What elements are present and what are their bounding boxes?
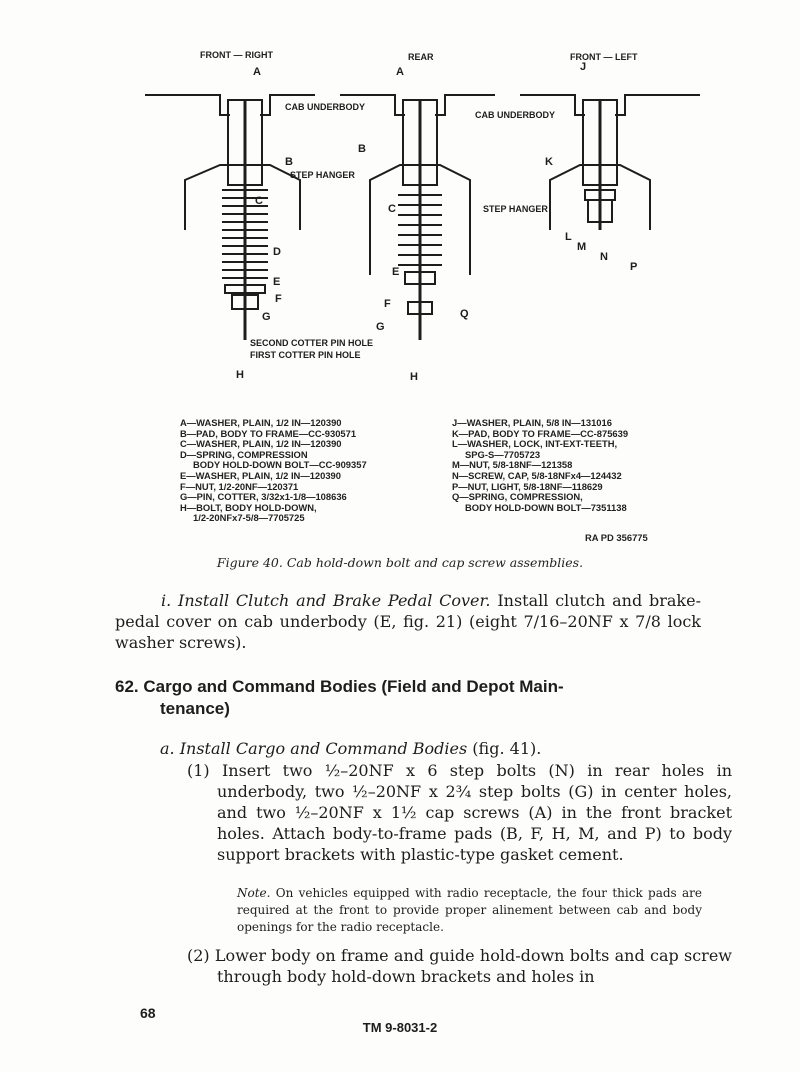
letter-F1: F bbox=[275, 293, 282, 305]
page-number: 68 bbox=[140, 1005, 156, 1021]
legend-item: C—WASHER, PLAIN, 1/2 IN—120390 bbox=[180, 438, 342, 450]
callout-first-cotter: FIRST COTTER PIN HOLE bbox=[250, 350, 361, 360]
letter-E2: E bbox=[392, 266, 400, 278]
legend-item: SPG-S—7705723 bbox=[452, 448, 541, 460]
legend-item: 1/2-20NFx7-5/8—7705725 bbox=[180, 512, 305, 524]
step-1: (1) Insert two ½–20NF x 6 step bolts (N) in rear holes in underbody, two ½–20NF x 2¾ step bolts (G) in center holes, and two ½–20NF x 1½ cap screws (A) in the front bracket holes. Attach body-to-frame pads (B, F, H, M, and P) to body support brackets with plastic-type gasket cement. bbox=[187, 761, 732, 864]
legend-item: F—NUT, 1/2-20NF—120371 bbox=[180, 480, 299, 492]
letter-A2: A bbox=[396, 66, 404, 78]
label-front-right: FRONT — RIGHT bbox=[200, 50, 273, 60]
label-front-left: FRONT — LEFT bbox=[570, 52, 638, 62]
paragraph-a bbox=[160, 738, 720, 759]
paragraph-i-lead: i. Install Clutch and Brake Pedal Cover. bbox=[161, 591, 491, 610]
figure-reference: RA PD 356775 bbox=[585, 532, 648, 543]
letter-Q: Q bbox=[460, 308, 469, 320]
section-title: 62. Cargo and Command Bodies (Field and Depot Main- bbox=[115, 677, 564, 696]
note-text: On vehicles equipped with radio receptacle, the four thick pads are required at the front to provide proper alinement between cab and body openings for the radio receptacle. bbox=[237, 886, 702, 934]
figure-40-illustration bbox=[140, 40, 720, 385]
callout-cab-underbody-1: CAB UNDERBODY bbox=[285, 102, 366, 112]
label-rear: REAR bbox=[408, 52, 434, 62]
section-title-continued: tenance) bbox=[160, 699, 230, 718]
letter-N: N bbox=[600, 251, 608, 263]
legend-item: P—NUT, LIGHT, 5/8-18NF—118629 bbox=[452, 480, 603, 492]
paragraph-a-text: (fig. 41). bbox=[467, 739, 542, 758]
legend-item: B—PAD, BODY TO FRAME—CC-930571 bbox=[180, 427, 357, 439]
letter-G1: G bbox=[262, 311, 271, 323]
note-lead: Note. bbox=[237, 886, 271, 900]
legend-item: E—WASHER, PLAIN, 1/2 IN—120390 bbox=[180, 469, 341, 481]
legend-item: BODY HOLD-DOWN BOLT—CC-909357 bbox=[180, 459, 367, 471]
letter-D: D bbox=[273, 246, 281, 258]
legend-item: L—WASHER, LOCK, INT-EXT-TEETH, bbox=[452, 438, 618, 450]
legend-item: D—SPRING, COMPRESSION bbox=[180, 448, 308, 460]
letter-F2: F bbox=[384, 298, 391, 310]
legend-item: N—SCREW, CAP, 5/8-18NFx4—124432 bbox=[452, 469, 622, 481]
callout-step-hanger-1: STEP HANGER bbox=[290, 170, 355, 180]
cab-hold-down-diagram bbox=[140, 40, 720, 385]
letter-G2: G bbox=[376, 321, 385, 333]
legend-item: G—PIN, COTTER, 3/32x1-1/8—108636 bbox=[180, 491, 347, 503]
legend-item: J—WASHER, PLAIN, 5/8 IN—131016 bbox=[452, 417, 612, 428]
letter-A1: A bbox=[253, 66, 261, 78]
letter-B1: B bbox=[285, 156, 293, 168]
section-heading bbox=[115, 676, 705, 720]
legend-item: H—BOLT, BODY HOLD-DOWN, bbox=[180, 501, 317, 513]
letter-M: M bbox=[577, 241, 587, 253]
footer-doc-id: TM 9-8031-2 bbox=[362, 1020, 438, 1035]
legend-item: Q—SPRING, COMPRESSION, bbox=[452, 491, 583, 503]
letter-J: J bbox=[580, 61, 587, 73]
callout-second-cotter: SECOND COTTER PIN HOLE bbox=[250, 338, 374, 348]
paragraph-i bbox=[115, 590, 701, 653]
letter-C2: C bbox=[388, 203, 396, 215]
letter-H2: H bbox=[410, 371, 418, 383]
letter-C1: C bbox=[255, 195, 263, 207]
letter-K: K bbox=[545, 156, 553, 168]
callout-step-hanger-2: STEP HANGER bbox=[483, 204, 548, 214]
letter-B2: B bbox=[358, 143, 366, 155]
paragraph-a-lead: a. Install Cargo and Command Bodies bbox=[160, 739, 468, 758]
letter-P: P bbox=[630, 261, 638, 273]
letter-H1: H bbox=[236, 369, 244, 381]
letter-E1: E bbox=[273, 276, 281, 288]
legend-item: BODY HOLD-DOWN BOLT—7351138 bbox=[452, 501, 627, 513]
view-labels bbox=[200, 50, 638, 62]
letter-L: L bbox=[565, 231, 572, 243]
legend-item: M—NUT, 5/8-18NF—121358 bbox=[452, 459, 573, 471]
note-block bbox=[237, 885, 702, 936]
parts-legend-right bbox=[452, 418, 692, 513]
paragraph-i-text: Install clutch and brake-pedal cover on cab underbody (E, fig. 21) (eight 7/16–20NF x 7/8 lock washer screws). bbox=[115, 591, 702, 652]
step-2: (2) Lower body on frame and guide hold-down bolts and cap screw through body hold-down brackets and holes in bbox=[187, 946, 732, 986]
figure-caption: Figure 40. Cab hold-down bolt and cap screw assemblies. bbox=[216, 555, 584, 570]
legend-item: K—PAD, BODY TO FRAME—CC-875639 bbox=[452, 427, 629, 439]
legend-item: A—WASHER, PLAIN, 1/2 IN—120390 bbox=[180, 417, 342, 428]
parts-legend-left bbox=[180, 418, 450, 524]
callout-cab-underbody-2: CAB UNDERBODY bbox=[475, 110, 556, 120]
